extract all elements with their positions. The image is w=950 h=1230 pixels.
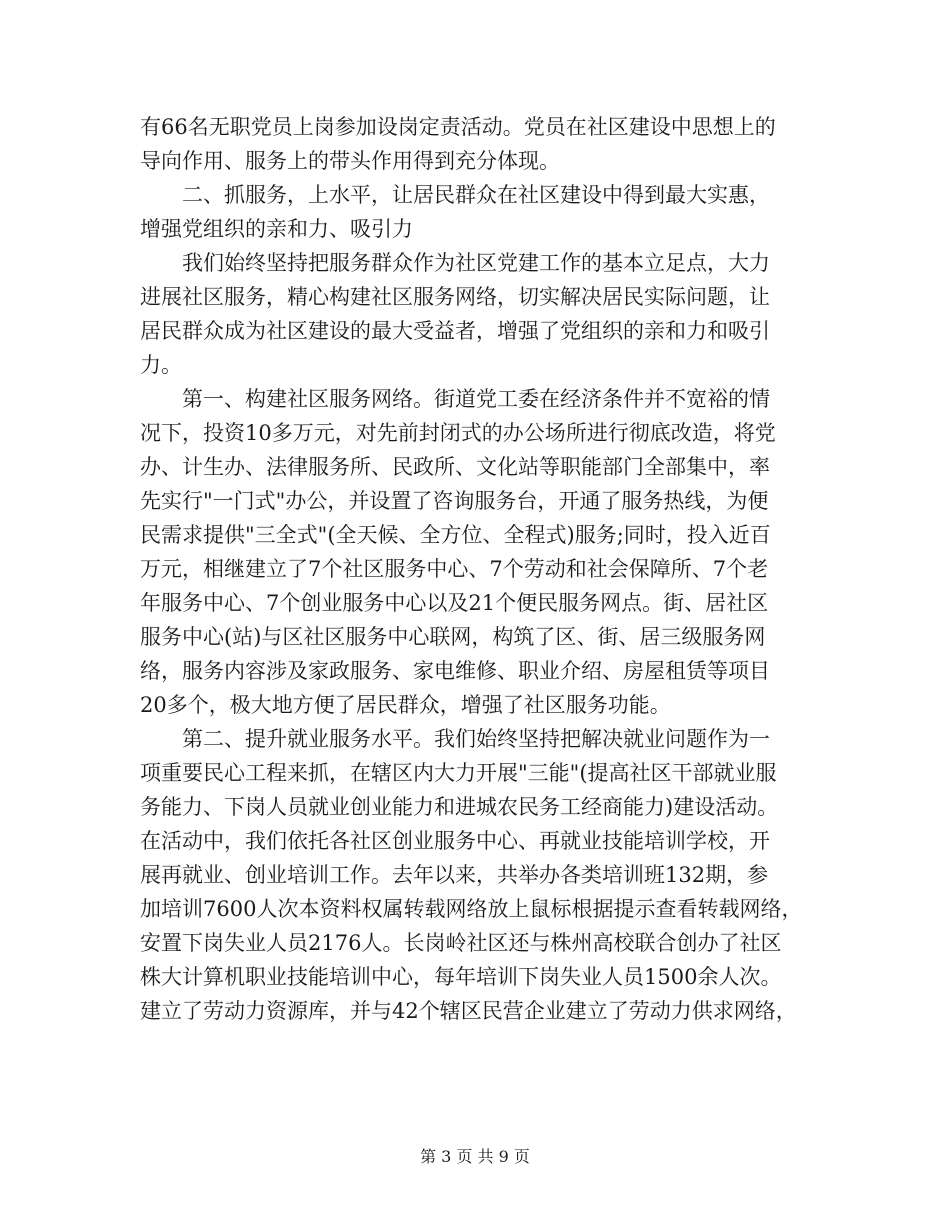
text-line: 先实行"一门式"办公，并设置了咨询服务台，开通了服务热线，为便: [140, 489, 769, 513]
text-line: 我们始终坚持把服务群众作为社区党建工作的基本立足点，大力: [182, 251, 770, 275]
page-footer: 第 3 页 共 9 页: [420, 1147, 530, 1166]
text-line: 力。: [140, 353, 182, 377]
text-line: 服务中心(站)与区社区服务中心联网，构筑了区、街、居三级服务网: [140, 625, 766, 649]
text-line: 络，服务内容涉及家政服务、家电维修、职业介绍、房屋租赁等项目: [140, 659, 770, 683]
document-body: [140, 110, 820, 1028]
text-line: 在活动中，我们依托各社区创业服务中心、再就业技能培训学校，开: [140, 829, 770, 853]
text-line: 有66名无职党员上岗参加设岗定责活动。党员在社区建设中思想上的: [140, 115, 776, 139]
text-line: 况下，投资10多万元，对先前封闭式的办公场所进行彻底改造，将党: [140, 421, 776, 445]
text-line: 安置下岗失业人员2176人。长岗岭社区还与株州高校联合创办了社区: [140, 931, 782, 955]
text-line: 万元，相继建立了7个社区服务中心、7个劳动和社会保障所、7个老: [140, 557, 769, 581]
text-line: 进展社区服务，精心构建社区服务网络，切实解决居民实际问题，让: [140, 285, 770, 309]
text-line: 建立了劳动力资源库，并与42个辖区民营企业建立了劳动力供求网络，: [140, 999, 797, 1023]
text-line: 展再就业、创业培训工作。去年以来，共举办各类培训班132期，参: [140, 863, 769, 887]
text-line: 办、计生办、法律服务所、民政所、文化站等职能部门全部集中，率: [140, 455, 770, 479]
text-line: 民需求提供"三全式"(全天候、全方位、全程式)服务;同时，投入近百: [140, 523, 771, 547]
text-line: 增强党组织的亲和力、吸引力: [140, 217, 413, 241]
text-line: 20多个，极大地方便了居民群众，增强了社区服务功能。: [140, 693, 671, 717]
text-line: 第一、构建社区服务网络。街道党工委在经济条件并不宽裕的情: [182, 387, 770, 411]
text-line: 二、抓服务，上水平，让居民群众在社区建设中得到最大实惠，: [182, 183, 770, 207]
text-line: 第二、提升就业服务水平。我们始终坚持把解决就业问题作为一: [182, 727, 770, 751]
text-line: 务能力、下岗人员就业创业能力和进城农民务工经商能力)建设活动。: [140, 795, 779, 819]
text-line: 居民群众成为社区建设的最大受益者，增强了党组织的亲和力和吸引: [140, 319, 770, 343]
text-line: 项重要民心工程来抓，在辖区内大力开展"三能"(提高社区干部就业服: [140, 761, 777, 785]
text-line: 加培训7600人次本资料权属转载网络放上鼠标根据提示查看转载网络，: [140, 897, 803, 921]
text-line: 导向作用、服务上的带头作用得到充分体现。: [140, 149, 560, 173]
text-line: 年服务中心、7个创业服务中心以及21个便民服务网点。街、居社区: [140, 591, 769, 615]
text-line: 株大计算机职业技能培训中心，每年培训下岗失业人员1500余人次。: [140, 965, 782, 989]
